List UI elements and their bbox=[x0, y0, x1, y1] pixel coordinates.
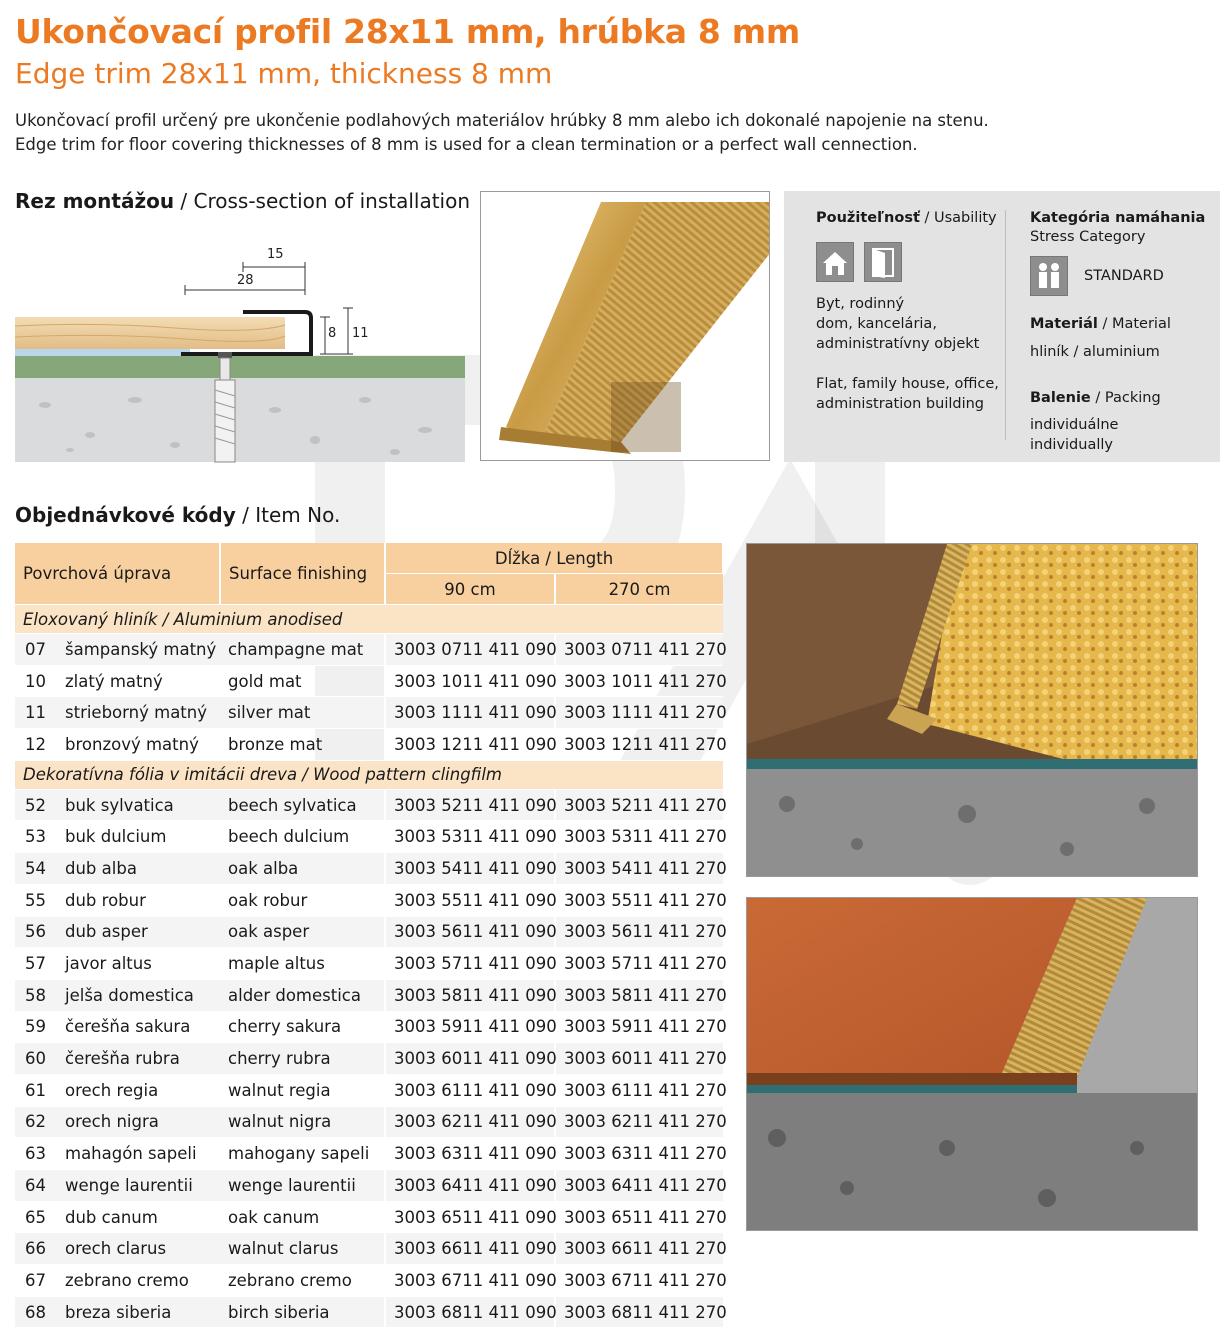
item-number-cell: 64 bbox=[15, 1170, 57, 1202]
finish-sk-cell: breza siberia bbox=[57, 1296, 220, 1328]
item-codes-heading-en: Item No. bbox=[255, 503, 341, 527]
finish-sk-cell: čerešňa sakura bbox=[57, 1011, 220, 1043]
item-number-cell: 57 bbox=[15, 948, 57, 980]
code-90-cell: 3003 5811 411 090 bbox=[385, 979, 555, 1011]
item-number-cell: 65 bbox=[15, 1201, 57, 1233]
code-90-cell: 3003 6511 411 090 bbox=[385, 1201, 555, 1233]
code-90-cell: 3003 6211 411 090 bbox=[385, 1106, 555, 1138]
cross-section-heading-en: Cross-section of installation bbox=[193, 189, 471, 213]
table-section-label: Eloxovaný hliník / Aluminium anodised bbox=[15, 605, 723, 634]
table-row bbox=[15, 1106, 723, 1138]
item-number-cell: 60 bbox=[15, 1043, 57, 1075]
item-number-cell: 55 bbox=[15, 884, 57, 916]
code-90-cell: 3003 6111 411 090 bbox=[385, 1074, 555, 1106]
code-90-cell: 3003 6411 411 090 bbox=[385, 1170, 555, 1202]
finish-en-cell: maple altus bbox=[220, 948, 385, 980]
table-row bbox=[15, 1074, 723, 1106]
finish-sk-cell: dub robur bbox=[57, 884, 220, 916]
table-row bbox=[15, 821, 723, 853]
table-row bbox=[15, 1265, 723, 1297]
finish-sk-cell: dub alba bbox=[57, 853, 220, 885]
usage-en-line: administration building bbox=[816, 396, 985, 412]
finish-sk-cell: strieborný matný bbox=[57, 697, 220, 729]
finish-en-cell: oak alba bbox=[220, 853, 385, 885]
code-90-cell: 3003 5311 411 090 bbox=[385, 821, 555, 853]
people-icon bbox=[1030, 256, 1068, 296]
code-90-cell: 3003 6811 411 090 bbox=[385, 1296, 555, 1328]
finish-en-cell: champagne mat bbox=[220, 634, 385, 666]
finish-sk-cell: orech regia bbox=[57, 1074, 220, 1106]
finish-en-cell: oak canum bbox=[220, 1201, 385, 1233]
table-row bbox=[15, 853, 723, 885]
code-270-cell: 3003 5411 411 270 bbox=[555, 853, 723, 885]
table-row bbox=[15, 634, 723, 666]
code-90-cell: 3003 5711 411 090 bbox=[385, 948, 555, 980]
stress-category-value: STANDARD bbox=[1084, 268, 1164, 284]
code-90-cell: 3003 1211 411 090 bbox=[385, 729, 555, 761]
installation-photo-wood bbox=[746, 897, 1198, 1231]
code-270-cell: 3003 5311 411 270 bbox=[555, 821, 723, 853]
finish-sk-cell: buk sylvatica bbox=[57, 789, 220, 821]
item-number-cell: 52 bbox=[15, 789, 57, 821]
code-270-cell: 3003 1011 411 270 bbox=[555, 665, 723, 697]
code-270-cell: 3003 1211 411 270 bbox=[555, 729, 723, 761]
item-number-cell: 54 bbox=[15, 853, 57, 885]
finish-en-cell: mahogany sapeli bbox=[220, 1138, 385, 1170]
finish-sk-cell: bronzový matný bbox=[57, 729, 220, 761]
usability-label-en: Usability bbox=[934, 210, 997, 226]
table-row bbox=[15, 697, 723, 729]
dim-label-28: 28 bbox=[237, 273, 254, 288]
table-row bbox=[15, 1201, 723, 1233]
code-90-cell: 3003 6711 411 090 bbox=[385, 1265, 555, 1297]
table-row bbox=[15, 729, 723, 761]
material-value: hliník / aluminium bbox=[1030, 344, 1160, 360]
description-en: Edge trim for floor covering thicknesses of 8 mm is used for a clean termination or a perfect wall cennection. bbox=[15, 135, 918, 154]
code-90-cell: 3003 1011 411 090 bbox=[385, 665, 555, 697]
item-number-cell: 67 bbox=[15, 1265, 57, 1297]
dim-label-11: 11 bbox=[352, 326, 369, 341]
code-270-cell: 3003 5511 411 270 bbox=[555, 884, 723, 916]
product-description bbox=[15, 109, 989, 157]
table-row bbox=[15, 1011, 723, 1043]
table-row bbox=[15, 665, 723, 697]
cross-section-heading-sk: Rez montážou bbox=[15, 189, 175, 213]
finish-sk-cell: wenge laurentii bbox=[57, 1170, 220, 1202]
table-section-row bbox=[15, 605, 723, 634]
dim-label-8: 8 bbox=[328, 326, 337, 341]
code-270-cell: 3003 6111 411 270 bbox=[555, 1074, 723, 1106]
code-270-cell: 3003 0711 411 270 bbox=[555, 634, 723, 666]
finish-en-cell: beech dulcium bbox=[220, 821, 385, 853]
finish-en-cell: cherry sakura bbox=[220, 1011, 385, 1043]
code-270-cell: 3003 6311 411 270 bbox=[555, 1138, 723, 1170]
table-row bbox=[15, 1138, 723, 1170]
table-row bbox=[15, 1170, 723, 1202]
finish-en-cell: cherry rubra bbox=[220, 1043, 385, 1075]
usage-text-en bbox=[816, 374, 999, 414]
item-number-cell: 56 bbox=[15, 916, 57, 948]
finish-sk-cell: zlatý matný bbox=[57, 665, 220, 697]
usage-sk-line: Byt, rodinný bbox=[816, 296, 905, 312]
item-codes-table bbox=[15, 543, 727, 1328]
finish-sk-cell: dub asper bbox=[57, 916, 220, 948]
packing-label-en: Packing bbox=[1104, 390, 1161, 406]
finish-sk-cell: šampanský matný bbox=[57, 634, 220, 666]
finish-en-cell: walnut nigra bbox=[220, 1106, 385, 1138]
code-90-cell: 3003 6011 411 090 bbox=[385, 1043, 555, 1075]
finish-en-cell: beech sylvatica bbox=[220, 789, 385, 821]
code-270-cell: 3003 5811 411 270 bbox=[555, 979, 723, 1011]
page-title: Ukončovací profil 28x11 mm, hrúbka 8 mm bbox=[15, 12, 800, 51]
usage-sk-line: dom, kancelária, bbox=[816, 316, 937, 332]
stress-label-sk: Kategória namáhania bbox=[1030, 210, 1206, 226]
item-number-cell: 58 bbox=[15, 979, 57, 1011]
usage-en-line: Flat, family house, office, bbox=[816, 376, 999, 392]
house-icon bbox=[816, 242, 854, 282]
item-number-cell: 68 bbox=[15, 1296, 57, 1328]
finish-sk-cell: javor altus bbox=[57, 948, 220, 980]
code-90-cell: 3003 1111 411 090 bbox=[385, 697, 555, 729]
finish-sk-cell: buk dulcium bbox=[57, 821, 220, 853]
table-row bbox=[15, 884, 723, 916]
finish-en-cell: zebrano cremo bbox=[220, 1265, 385, 1297]
finish-en-cell: gold mat bbox=[220, 665, 385, 697]
code-270-cell: 3003 6211 411 270 bbox=[555, 1106, 723, 1138]
packing-value-sk: individuálne bbox=[1030, 417, 1119, 433]
code-270-cell: 3003 6511 411 270 bbox=[555, 1201, 723, 1233]
finish-en-cell: oak robur bbox=[220, 884, 385, 916]
code-90-cell: 3003 5411 411 090 bbox=[385, 853, 555, 885]
dim-label-15: 15 bbox=[267, 247, 284, 262]
table-row bbox=[15, 979, 723, 1011]
table-row bbox=[15, 948, 723, 980]
item-number-cell: 59 bbox=[15, 1011, 57, 1043]
info-divider bbox=[1005, 210, 1006, 440]
code-90-cell: 3003 6611 411 090 bbox=[385, 1233, 555, 1265]
code-90-cell: 3003 5511 411 090 bbox=[385, 884, 555, 916]
item-number-cell: 07 bbox=[15, 634, 57, 666]
col-header-length: Dĺžka / Length bbox=[385, 543, 723, 574]
material-label-en: Material bbox=[1111, 316, 1171, 332]
item-codes-heading: Objednávkové kódy / Item No. bbox=[15, 503, 341, 527]
code-90-cell: 3003 5211 411 090 bbox=[385, 789, 555, 821]
code-270-cell: 3003 5711 411 270 bbox=[555, 948, 723, 980]
code-270-cell: 3003 6611 411 270 bbox=[555, 1233, 723, 1265]
table-row bbox=[15, 789, 723, 821]
cross-section-heading bbox=[15, 189, 470, 213]
code-270-cell: 3003 6711 411 270 bbox=[555, 1265, 723, 1297]
profile-photo bbox=[480, 191, 770, 461]
item-number-cell: 10 bbox=[15, 665, 57, 697]
item-number-cell: 11 bbox=[15, 697, 57, 729]
code-270-cell: 3003 6411 411 270 bbox=[555, 1170, 723, 1202]
col-header-90: 90 cm bbox=[385, 574, 555, 605]
finish-en-cell: oak asper bbox=[220, 916, 385, 948]
item-number-cell: 12 bbox=[15, 729, 57, 761]
table-section-row bbox=[15, 760, 723, 789]
usability-label: Použiteľnosť / Usability bbox=[816, 210, 997, 226]
finish-en-cell: bronze mat bbox=[220, 729, 385, 761]
finish-sk-cell: čerešňa rubra bbox=[57, 1043, 220, 1075]
installation-photo-carpet bbox=[746, 543, 1198, 877]
finish-sk-cell: orech nigra bbox=[57, 1106, 220, 1138]
finish-sk-cell: zebrano cremo bbox=[57, 1265, 220, 1297]
finish-en-cell: birch siberia bbox=[220, 1296, 385, 1328]
code-270-cell: 3003 6811 411 270 bbox=[555, 1296, 723, 1328]
finish-sk-cell: jelša domestica bbox=[57, 979, 220, 1011]
usability-label-sk: Použiteľnosť bbox=[816, 210, 920, 226]
col-header-270: 270 cm bbox=[555, 574, 723, 605]
code-270-cell: 3003 5911 411 270 bbox=[555, 1011, 723, 1043]
heading-separator: / bbox=[174, 189, 194, 213]
col-header-finish-en: Surface finishing bbox=[220, 543, 385, 605]
finish-en-cell: alder domestica bbox=[220, 979, 385, 1011]
packing-label: Balenie / Packing bbox=[1030, 390, 1161, 406]
cross-section-diagram bbox=[15, 240, 465, 465]
code-90-cell: 3003 5611 411 090 bbox=[385, 916, 555, 948]
finish-sk-cell: mahagón sapeli bbox=[57, 1138, 220, 1170]
table-section-label: Dekoratívna fólia v imitácii dreva / Wood pattern clingfilm bbox=[15, 760, 723, 789]
code-270-cell: 3003 5211 411 270 bbox=[555, 789, 723, 821]
item-number-cell: 66 bbox=[15, 1233, 57, 1265]
item-number-cell: 61 bbox=[15, 1074, 57, 1106]
finish-en-cell: walnut clarus bbox=[220, 1233, 385, 1265]
usage-sk-line: administratívny objekt bbox=[816, 336, 980, 352]
finish-en-cell: wenge laurentii bbox=[220, 1170, 385, 1202]
finish-en-cell: walnut regia bbox=[220, 1074, 385, 1106]
code-90-cell: 3003 6311 411 090 bbox=[385, 1138, 555, 1170]
code-270-cell: 3003 5611 411 270 bbox=[555, 916, 723, 948]
material-label: Materiál / Material bbox=[1030, 316, 1171, 332]
stress-category-label-en: Stress Category bbox=[1030, 229, 1146, 245]
packing-value-en: individually bbox=[1030, 437, 1113, 453]
table-row bbox=[15, 1043, 723, 1075]
code-90-cell: 3003 5911 411 090 bbox=[385, 1011, 555, 1043]
item-number-cell: 62 bbox=[15, 1106, 57, 1138]
table-row bbox=[15, 916, 723, 948]
table-row bbox=[15, 1233, 723, 1265]
col-header-finish-sk: Povrchová úprava bbox=[15, 543, 220, 605]
door-icon bbox=[864, 242, 902, 282]
code-270-cell: 3003 1111 411 270 bbox=[555, 697, 723, 729]
material-label-sk: Materiál bbox=[1030, 316, 1098, 332]
description-sk: Ukončovací profil určený pre ukončenie podlahových materiálov hrúbky 8 mm alebo ich dokonalé napojenie na stenu. bbox=[15, 111, 989, 130]
code-270-cell: 3003 6011 411 270 bbox=[555, 1043, 723, 1075]
item-codes-heading-sk: Objednávkové kódy bbox=[15, 503, 236, 527]
page-subtitle: Edge trim 28x11 mm, thickness 8 mm bbox=[15, 57, 553, 90]
stress-category-label bbox=[1030, 210, 1205, 226]
table-row bbox=[15, 1296, 723, 1328]
table-header-row bbox=[15, 543, 723, 574]
finish-sk-cell: dub canum bbox=[57, 1201, 220, 1233]
usage-text-sk bbox=[816, 294, 979, 354]
packing-label-sk: Balenie bbox=[1030, 390, 1091, 406]
finish-sk-cell: orech clarus bbox=[57, 1233, 220, 1265]
item-number-cell: 53 bbox=[15, 821, 57, 853]
code-90-cell: 3003 0711 411 090 bbox=[385, 634, 555, 666]
item-number-cell: 63 bbox=[15, 1138, 57, 1170]
finish-en-cell: silver mat bbox=[220, 697, 385, 729]
